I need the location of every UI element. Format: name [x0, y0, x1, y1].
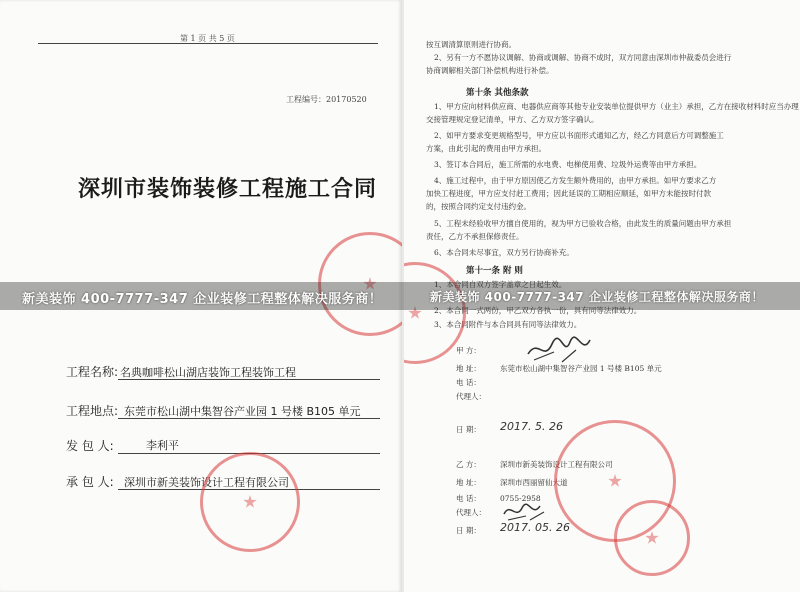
party-b-label: 乙 方：: [456, 460, 481, 469]
project-location-underline: [118, 418, 380, 419]
party-b-representative-label: 代理人：: [456, 508, 486, 517]
contractor-value: 深圳市新美装饰设计工程有限公司: [124, 476, 289, 489]
text-line: 的，按照合同约定支付违约金。: [426, 202, 531, 211]
text-line: 2、另有一方不愿协议调解、协商或调解、协商不成时，双方同意由深圳市仲裁委员会进行: [434, 53, 732, 62]
text-line: 3、本合同附件与本合同具有同等法律效力。: [434, 320, 582, 329]
party-b-phone: 0755-2958: [500, 494, 541, 503]
party-a-date: 2017. 5. 26: [500, 420, 563, 433]
project-location-value: 东莞市松山湖中集智谷产业园 1 号楼 B105 单元: [124, 405, 361, 418]
text-line: 协商调解相关部门补偿机构进行补偿。: [426, 66, 554, 75]
text-line: 4、施工过程中，由于甲方原因使乙方发生额外费用的，由甲方承担。如甲方要求乙方: [434, 176, 717, 185]
party-a-address-label: 地 址：: [456, 364, 481, 373]
contract-number: 工程编号：20170520: [286, 95, 367, 104]
party-b-name: 深圳市新美装饰设计工程有限公司: [500, 460, 613, 469]
party-b-address-label: 地 址：: [456, 478, 481, 487]
watermark-text-right: 新美装饰 400-7777-347 企业装修工程整体解决服务商！: [430, 290, 764, 304]
text-line: 5、工程未经验收甲方擅自使用的，视为甲方已验收合格，由此发生的质量问题由甲方承担: [434, 219, 732, 228]
text-line: 按互调清算原则进行协商。: [426, 40, 516, 49]
text-line: 1、甲方应向材料供应商、电器供应商等其他专业安装单位提供甲方（业主）承担，乙方在接收材料时应当办理: [434, 102, 799, 111]
article-10-heading: 第十条 其他条款: [466, 88, 529, 98]
project-location-label: 工程地点:: [66, 404, 119, 418]
text-line: 责任，乙方不承担保修责任。: [426, 232, 524, 241]
contract-title: 深圳市装饰装修工程施工合同: [78, 176, 378, 202]
party-a-phone-label: 电 话：: [456, 378, 481, 387]
article-11-heading: 第十一条 附 则: [466, 266, 523, 276]
watermark-text-left: 新美装饰 400-7777-347 企业装修工程整体解决服务商！: [22, 292, 383, 307]
employer-label: 发 包 人:: [66, 439, 114, 453]
text-line: 3、签订本合同后，施工所需的水电费、电梯使用费、垃圾外运费等由甲方承担。: [434, 160, 702, 169]
text-line: 交接管理规定登记清单，甲方、乙方双方签字确认。: [426, 115, 599, 124]
text-line: 2、如甲方要求变更规格型号，甲方应以书面形式通知乙方，经乙方同意后方可调整施工: [434, 131, 724, 140]
header-rule: [38, 43, 378, 44]
project-name-label: 工程名称:: [66, 365, 119, 379]
party-b-date: 2017. 05. 26: [500, 521, 570, 534]
text-line: 2、本合同一式两份，甲乙双方各执一份，具有同等法律效力。: [434, 306, 642, 315]
party-a-representative-label: 代理人：: [456, 392, 486, 401]
employer-value: 李利平: [146, 439, 179, 452]
page-number: 第 1 页 共 5 页: [180, 34, 235, 43]
text-line: 加快工程进度，甲方应支付赶工费用；因此延误的工期相应顺延，如甲方未能按时付款: [426, 189, 711, 198]
party-a-label: 甲 方：: [456, 346, 481, 355]
party-b-date-label: 日 期：: [456, 526, 481, 535]
party-b-phone-label: 电 话：: [456, 494, 481, 503]
text-line: 6、本合同未尽事宜，双方另行协商补充。: [434, 248, 574, 257]
contractor-label: 承 包 人:: [66, 475, 114, 489]
text-line: 1、本合同自双方签字盖章之日起生效。: [434, 280, 567, 289]
project-name-underline: [118, 379, 380, 380]
text-line: 方案，由此引起的费用由甲方承担。: [426, 144, 546, 153]
red-seal-stamp: [200, 452, 300, 552]
red-seal-stamp: [614, 500, 690, 576]
party-b-address: 深圳市西丽留仙大道: [500, 478, 568, 487]
party-a-date-label: 日 期：: [456, 425, 481, 434]
party-a-address: 东莞市松山湖中集智谷产业园 1 号楼 B105 单元: [500, 364, 662, 373]
party-a-signature: [524, 332, 594, 368]
project-name-value: 名典咖啡松山湖店装饰工程装饰工程: [120, 366, 296, 379]
